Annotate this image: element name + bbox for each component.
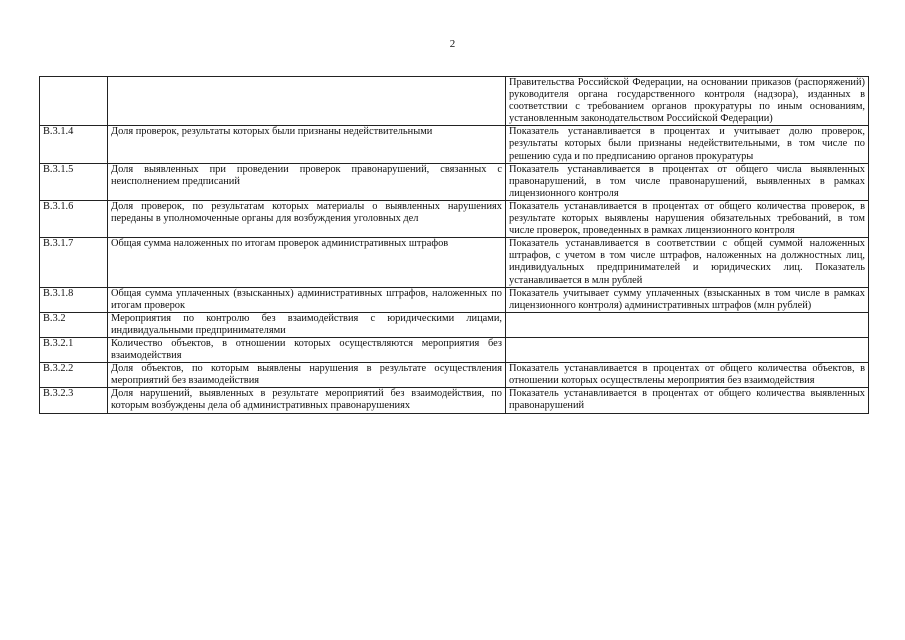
indicator-name: Доля нарушений, выявленных в результате мероприятий без взаимодействия, по которым возбуждены дела об административных правонарушениях [108,388,506,413]
table-row [40,337,869,362]
indicator-name: Доля выявленных при проведении проверок правонарушений, связанных с неисполнением предписаний [108,163,506,200]
indicator-name: Доля проверок, по результатам которых материалы о выявленных нарушениях переданы в уполномоченные органы для возбуждения уголовных дел [108,200,506,237]
indicator-name: Мероприятия по контролю без взаимодействия с юридическими лицами, индивидуальными предпринимателями [108,312,506,337]
indicator-code [40,77,108,126]
indicator-description: Показатель устанавливается в процентах от общего количества проверок, в результате которых выявлены нарушения обязательных требований, в том числе проверок, проведенных в рамках лицензионного контроля [506,200,869,237]
indicator-name: Общая сумма наложенных по итогам проверок административных штрафов [108,238,506,287]
page-number: 2 [449,38,456,50]
table-row [40,312,869,337]
indicator-description: Показатель устанавливается в процентах от общего количества объектов, в отношении которых осуществлены мероприятия без взаимодействия [506,363,869,388]
indicator-code: В.3.2.3 [40,388,108,413]
table-row [40,287,869,312]
indicator-description [506,312,869,337]
table-row [40,163,869,200]
indicator-name: Общая сумма уплаченных (взысканных) административных штрафов, наложенных по итогам проверок [108,287,506,312]
indicator-description: Показатель устанавливается в процентах от общего количества выявленных правонарушений [506,388,869,413]
indicator-name [108,77,506,126]
indicator-description: Показатель устанавливается в процентах от общего числа выявленных правонарушений, в том числе правонарушений, выявленных в рамках лицензионного контроля [506,163,869,200]
indicator-code: В.3.1.5 [40,163,108,200]
table-row [40,77,869,126]
indicator-description: Показатель учитывает сумму уплаченных (взысканных в том числе в рамках лицензионного контроля) административных штрафов (млн рублей) [506,287,869,312]
table-row [40,363,869,388]
indicators-table [39,76,869,414]
indicator-description: Правительства Российской Федерации, на основании приказов (распоряжений) руководителя органа государственного контроля (надзора), изданных в соответствии с требованием органов прокуратуры по иным основаниям, установленным законодательством Российской Федерации) [506,77,869,126]
indicator-code: В.3.2 [40,312,108,337]
indicator-description [506,337,869,362]
indicator-code: В.3.2.1 [40,337,108,362]
indicator-code: В.3.1.7 [40,238,108,287]
table-row [40,388,869,413]
indicator-code: В.3.1.6 [40,200,108,237]
indicator-description: Показатель устанавливается в соответствии с общей суммой наложенных штрафов, с учетом в том числе штрафов, наложенных на должностных лиц, индивидуальных предпринимателей и юридических лиц. Показатель устанавливается в млн рублей [506,238,869,287]
indicator-description: Показатель устанавливается в процентах и учитывает долю проверок, результаты которых были признаны недействительными, в том числе по решению суда и по предписанию органов прокуратуры [506,126,869,163]
indicator-name: Доля объектов, по которым выявлены нарушения в результате осуществления мероприятий без взаимодействия [108,363,506,388]
indicator-code: В.3.2.2 [40,363,108,388]
table-row [40,200,869,237]
indicator-name: Доля проверок, результаты которых были признаны недействительными [108,126,506,163]
indicator-code: В.3.1.8 [40,287,108,312]
table-row [40,126,869,163]
table-row [40,238,869,287]
indicator-name: Количество объектов, в отношении которых осуществляются мероприятия без взаимодействия [108,337,506,362]
indicator-code: В.3.1.4 [40,126,108,163]
